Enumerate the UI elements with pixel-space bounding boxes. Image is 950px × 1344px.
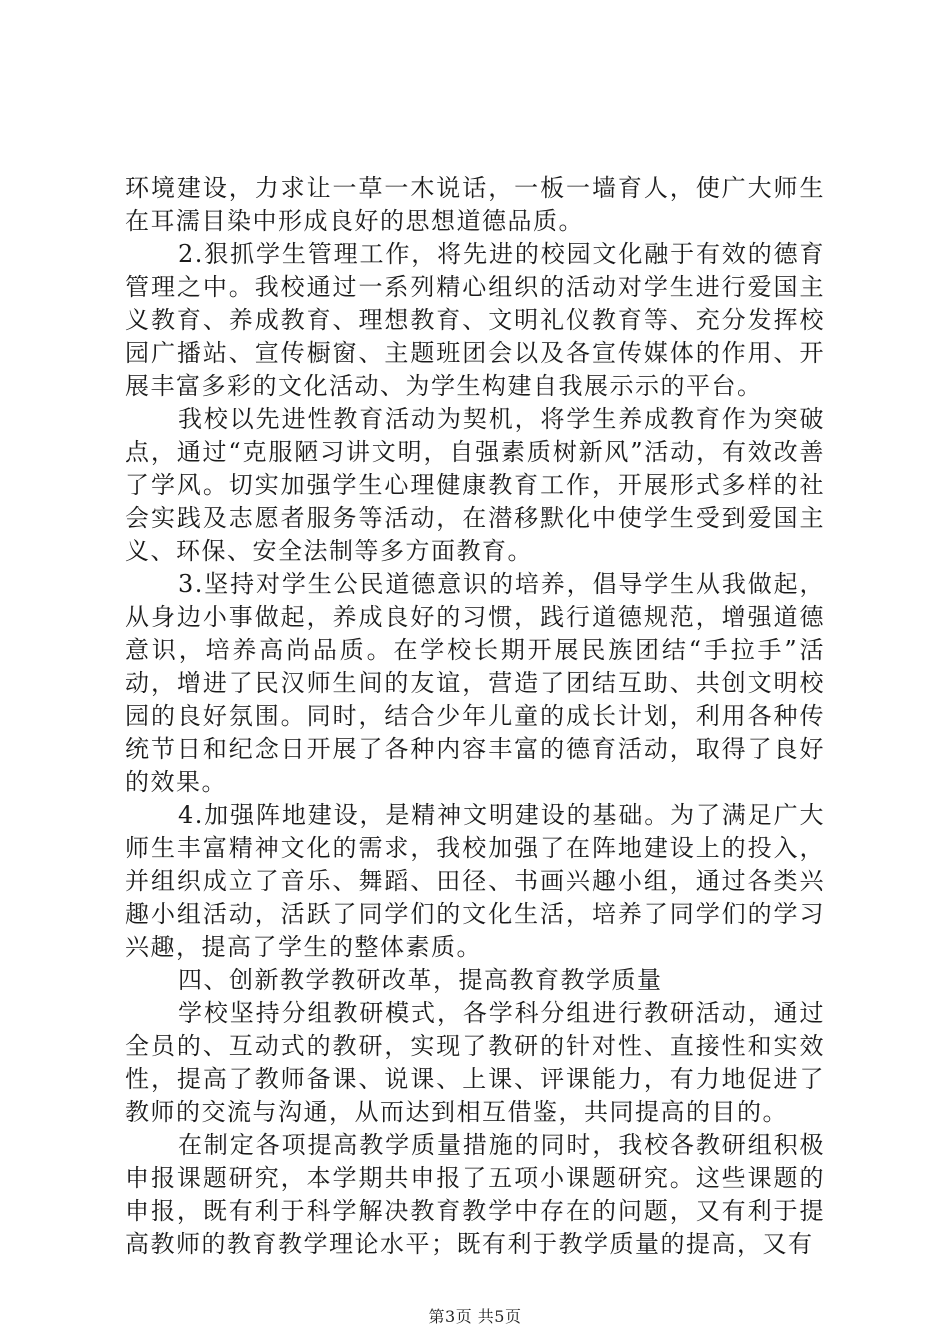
section-heading: 四、创新教学教研改革，提高教育教学质量: [178, 966, 663, 994]
paragraph-2: 2.狠抓学生管理工作，将先进的校园文化融于有效的德育管理之中。我校通过一系列精心组织的活动对学生进行爱国主义教育、养成教育、理想教育、文明礼仪教育等、充分发挥校园广播站、宣传橱窗、主题班团会以及各宣传媒体的作用、开展丰富多彩的文化活动、为学生构建自我展示示的平台。: [125, 240, 825, 400]
paragraph-4: 3.坚持对学生公民道德意识的培养，倡导学生从我做起，从身边小事做起，养成良好的习惯，践行道德规范，增强道德意识，培养高尚品质。在学校长期开展民族团结“手拉手”活动，增进了民汉师生间的友谊，营造了团结互助、共创文明校园的良好氛围。同时，结合少年儿童的成长计划，利用各种传统节日和纪念日开展了各种内容丰富的德育活动，取得了良好的效果。: [125, 570, 825, 796]
document-body: [125, 172, 825, 1261]
paragraph-3: 我校以先进性教育活动为契机，将学生养成教育作为突破点，通过“克服陋习讲文明，自强素质树新风”活动，有效改善了学风。切实加强学生心理健康教育工作，开展形式多样的社会实践及志愿者服务等活动，在潜移默化中使学生受到爱国主义、环保、安全法制等多方面教育。: [125, 405, 825, 565]
paragraph-6: 学校坚持分组教研模式，各学科分组进行教研活动，通过全员的、互动式的教研，实现了教研的针对性、直接性和实效性，提高了教师备课、说课、上课、评课能力，有力地促进了教师的交流与沟通，从而达到相互借鉴，共同提高的目的。: [125, 999, 825, 1126]
paragraph-5: 4.加强阵地建设，是精神文明建设的基础。为了满足广大师生丰富精神文化的需求，我校加强了在阵地建设上的投入，并组织成立了音乐、舞蹈、田径、书画兴趣小组，通过各类兴趣小组活动，活跃了同学们的文化生活，培养了同学们的学习兴趣，提高了学生的整体素质。: [125, 801, 825, 961]
paragraph-7: 在制定各项提高教学质量措施的同时，我校各教研组积极申报课题研究，本学期共申报了五项小课题研究。这些课题的申报，既有利于科学解决教育教学中存在的问题，又有利于提高教师的教育教学理论水平；既有利于教学质量的提高，又有: [125, 1131, 825, 1258]
paragraph-1: 环境建设，力求让一草一木说话，一板一墙育人，使广大师生在耳濡目染中形成良好的思想道德品质。: [125, 174, 825, 235]
page-number-footer: 第3页 共5页: [428, 1307, 522, 1326]
